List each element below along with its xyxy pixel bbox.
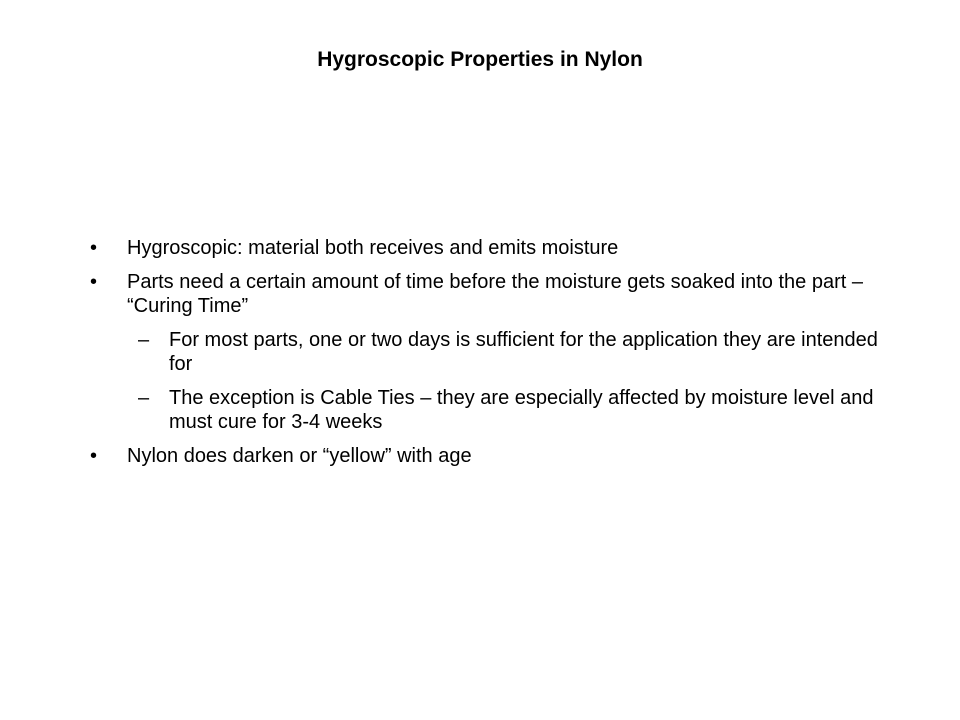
- slide-title: Hygroscopic Properties in Nylon: [317, 48, 643, 71]
- dash-marker: –: [138, 329, 150, 351]
- sub-bullet-item: [0, 386, 889, 434]
- dash-marker: –: [138, 387, 150, 409]
- sub-bullet-item: [0, 328, 889, 376]
- bullet-item: [0, 444, 867, 468]
- bullet-marker: •: [90, 271, 98, 293]
- bullet-text: Hygroscopic: material both receives and emits moisture: [127, 237, 619, 259]
- sub-bullet-text: The exception is Cable Ties – they are especially affected by moisture level and must cure for 3-4 weeks: [169, 387, 874, 433]
- bullet-list: [0, 236, 960, 478]
- sub-bullet-text: For most parts, one or two days is sufficient for the application they are intended for: [169, 329, 878, 375]
- bullet-text: Parts need a certain amount of time before the moisture gets soaked into the part – “Curing Time”: [127, 271, 863, 317]
- bullet-marker: •: [90, 237, 98, 259]
- bullet-marker: •: [90, 445, 98, 467]
- bullet-item: [0, 236, 867, 260]
- bullet-item: [0, 270, 867, 318]
- bullet-text: Nylon does darken or “yellow” with age: [127, 445, 472, 467]
